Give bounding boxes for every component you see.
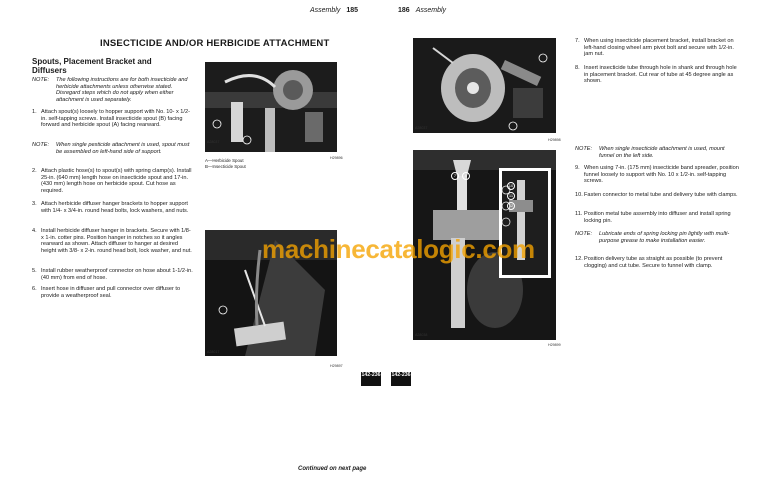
- callout-10: 10: [508, 183, 514, 188]
- step-6-number: 6.: [32, 286, 37, 292]
- left-note-2-label: NOTE:: [32, 142, 50, 148]
- step-11-text: Position metal tube assembly into diffuser and install spring locking pin.: [584, 211, 731, 224]
- step-12-text: Position delivery tube as straight as possible (to prevent clogging) and cut tube. Secure to funnel with clamp.: [584, 256, 723, 269]
- right-note-1-label: NOTE:: [575, 146, 593, 152]
- step-10-text: Fasten connector to metal tube and delivery tube with clamps.: [584, 192, 738, 198]
- right-page-tab: 142-236: [391, 372, 411, 386]
- step-10-number: 10.: [575, 192, 583, 198]
- step-7-number: 7.: [575, 38, 580, 44]
- step-5-text: Install rubber weatherproof connector on hose about 1-1/2-in. (40 mm) from end of hose.: [41, 268, 193, 281]
- right-figure-2-id: A28038: [415, 333, 428, 337]
- right-header-page-number: 186: [398, 7, 410, 14]
- section-subheading: Spouts, Placement Bracket and Diffusers: [32, 57, 152, 75]
- step-6-text: Insert hose in diffuser and pull connector over diffuser to provide a weatherproof seal.: [41, 286, 181, 299]
- right-note-2-label: NOTE:: [575, 231, 593, 237]
- step-4-number: 4.: [32, 228, 37, 234]
- page-title: INSECTICIDE AND/OR HERBICIDE ATTACHMENT: [100, 38, 330, 49]
- callout-9: 9: [462, 172, 470, 180]
- step-5-number: 5.: [32, 268, 37, 274]
- left-figure-1-id: A28037: [207, 140, 220, 144]
- spout-assembly-photo: [205, 62, 337, 152]
- right-header-section: Assembly: [415, 7, 447, 14]
- step-3-number: 3.: [32, 201, 37, 207]
- right-figure-1-id: A28037: [415, 126, 428, 130]
- right-page-header: [398, 7, 446, 14]
- callout-12: 12: [508, 203, 514, 208]
- step-3-text: Attach herbicide diffuser hanger brackets to hopper support with 1/4- x 3/4-in. round head bolts, lock washers, and nuts.: [41, 201, 189, 214]
- left-page-tab: 142-236: [361, 372, 381, 386]
- step-9-text: When using 7-in. (175 mm) insecticide band spreader, position funnel loosely to support with No. 10 x 1/2-in. self-tapping screws.: [584, 165, 739, 185]
- callout-7: 7: [451, 172, 459, 180]
- step-7-text: When using insecticide placement bracket, install bracket on left-hand closing wheel arm pivot bolt and secure with 1/2-in. jam nut.: [584, 38, 734, 58]
- step-8-text: Insert insecticide tube through hole in shank and through hole in placement bracket. Cut rear of tube at 45 degree angle as shown.: [584, 65, 737, 85]
- figure-caption-a: A—Herbicide Spout: [205, 158, 244, 163]
- watermark: machinecatalogic.com: [262, 234, 535, 264]
- placement-bracket-photo: [413, 38, 556, 133]
- figure-caption-b: B—Insecticide Spout: [205, 164, 246, 169]
- step-1-number: 1.: [32, 109, 37, 115]
- figure-callouts: [451, 172, 470, 180]
- left-header-section: Assembly: [310, 7, 341, 14]
- continued-footer: Continued on next page: [298, 466, 367, 472]
- right-note-2-text: Lubricate ends of spring locking pin lightly with multi-purpose grease to make installation easier.: [599, 231, 730, 244]
- left-note-1-text: The following instructions are for both insecticide and herbicide attachments unless otherwise stated. Disregard steps which do not apply when either attachment is used separately.: [56, 77, 188, 103]
- callout-11: 11: [508, 193, 514, 198]
- right-figure-2-code: H29899: [548, 343, 561, 347]
- right-note-1-text: When single insecticide attachment is used, mount funnel on the left side.: [599, 146, 725, 159]
- left-note-2-text: When single pesticide attachment is used, spout must be assembled on left-hand side of support.: [56, 142, 190, 155]
- left-figure-1-code: H29896: [330, 156, 343, 160]
- right-figure-1-code: H29898: [548, 138, 561, 142]
- step-11-number: 11.: [575, 211, 583, 217]
- left-figure-2-id: A28017: [207, 350, 220, 354]
- left-header-page-number: 185: [346, 7, 359, 14]
- left-page-header: [310, 7, 358, 14]
- step-4-text: Install herbicide diffuser hanger in brackets. Secure with 1/8- x 1-in. cotter pins. Position hanger in notches so it angles rearward as shown. Attach diffuser to hanger at desired height with 3/8- x 2-in. round head bolt, lock washer, and nut.: [41, 228, 192, 254]
- step-9-number: 9.: [575, 165, 580, 171]
- step-2-number: 2.: [32, 168, 37, 174]
- step-1-text: Attach spout(s) loosely to hopper support with No. 10- x 1/2-in. self-tapping screws. Install insecticide spout (B) facing forward and herbicide spout (A) facing rearward.: [41, 109, 190, 129]
- figure-callouts-right: [507, 182, 515, 210]
- left-figure-2-code: H29897: [330, 364, 343, 368]
- step-8-number: 8.: [575, 65, 580, 71]
- step-12-number: 12.: [575, 256, 583, 262]
- step-2-text: Attach plastic hose(s) to spout(s) with spring clamp(s). Install 25-in. (640 mm) length hose on insecticide spout and 17-in. (430 mm) length hose on herbicide spout. Cut hose as required.: [41, 168, 192, 194]
- left-note-1-label: NOTE:: [32, 77, 50, 83]
